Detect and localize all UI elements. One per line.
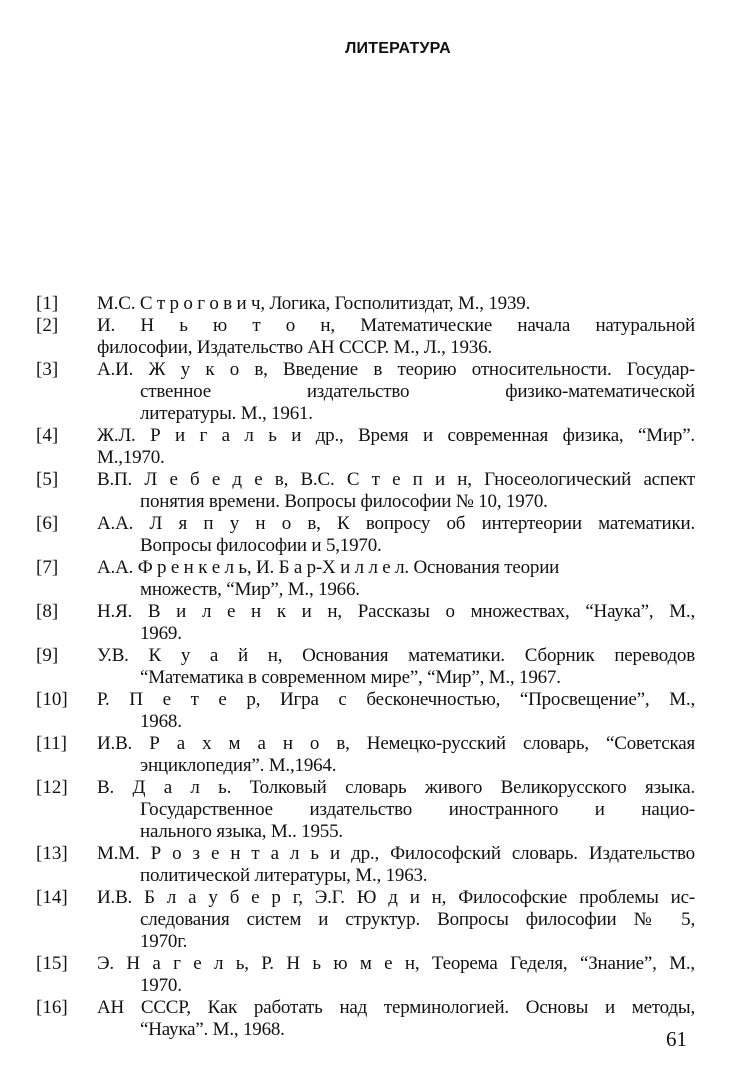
reference-entry bbox=[0, 513, 744, 557]
reference-number: [12] bbox=[36, 777, 68, 798]
reference-entry bbox=[0, 315, 744, 359]
reference-number: [3] bbox=[36, 359, 59, 380]
reference-text-line: Вопросы философии и 5,1970. bbox=[140, 535, 382, 556]
reference-text-line: Р. П е т е р, Игра с бесконечностью, “Просвещение”, М., bbox=[97, 689, 695, 710]
reference-text-line: М.,1970. bbox=[97, 447, 165, 468]
reference-text-line: М.М. Р о з е н т а л ь и др., Философский словарь. Издательство bbox=[97, 843, 695, 864]
reference-text-line: политической литературы, М., 1963. bbox=[140, 865, 428, 886]
reference-text-line: энциклопедия”. М.,1964. bbox=[140, 755, 337, 776]
reference-number: [5] bbox=[36, 469, 59, 490]
reference-text-line: ственное издательство физико-математической bbox=[140, 381, 695, 402]
reference-text-line: И. Н ь ю т о н, Математические начала натуральной bbox=[97, 315, 695, 336]
reference-text-line: Ж.Л. Р и г а л ь и др., Время и современная физика, “Мир”. bbox=[97, 425, 695, 446]
page-title: ЛИТЕРАТУРА bbox=[345, 40, 451, 57]
reference-text-line: 1969. bbox=[140, 623, 182, 644]
reference-number: [4] bbox=[36, 425, 59, 446]
reference-entry bbox=[0, 689, 744, 733]
reference-number: [9] bbox=[36, 645, 59, 666]
reference-entry bbox=[0, 557, 744, 601]
reference-number: [16] bbox=[36, 997, 68, 1018]
reference-text-line: множеств, “Мир”, М., 1966. bbox=[140, 579, 360, 600]
reference-text-line: “Наука”. М., 1968. bbox=[140, 1019, 285, 1040]
reference-text-line: У.В. К у а й н, Основания математики. Сборник переводов bbox=[97, 645, 695, 666]
reference-text-line: В. Д а л ь. Толковый словарь живого Великорусского языка. bbox=[97, 777, 695, 798]
reference-text-line: 1970. bbox=[140, 975, 182, 996]
reference-number: [14] bbox=[36, 887, 68, 908]
reference-number: [10] bbox=[36, 689, 68, 710]
reference-text-line: А.А. Л я п у н о в, К вопросу об интертеории математики. bbox=[97, 513, 695, 534]
reference-entry bbox=[0, 733, 744, 777]
reference-text-line: И.В. Б л а у б е р г, Э.Г. Ю д и н, Философские проблемы ис- bbox=[97, 887, 695, 908]
reference-text-line: Государственное издательство иностранного и нацио- bbox=[140, 799, 695, 820]
reference-entry bbox=[0, 359, 744, 425]
reference-text-line: А.А. Ф р е н к е л ь, И. Б а р-Х и л л е л. Основания теории bbox=[97, 557, 560, 578]
reference-text-line: Э. Н а г е л ь, Р. Н ь ю м е н, Теорема Геделя, “Знание”, М., bbox=[97, 953, 695, 974]
reference-entry bbox=[0, 777, 744, 843]
reference-number: [6] bbox=[36, 513, 59, 534]
reference-entry bbox=[0, 425, 744, 469]
reference-number: [7] bbox=[36, 557, 59, 578]
reference-text-line: 1968. bbox=[140, 711, 182, 732]
reference-entry bbox=[0, 953, 744, 997]
reference-text-line: А.И. Ж у к о в, Введение в теорию относительности. Государ- bbox=[97, 359, 695, 380]
reference-text-line: И.В. Р а х м а н о в, Немецко-русский словарь, “Советская bbox=[97, 733, 695, 754]
reference-entry bbox=[0, 293, 744, 315]
reference-text-line: понятия времени. Вопросы философии № 10, 1970. bbox=[140, 491, 548, 512]
reference-list bbox=[0, 293, 744, 1041]
reference-entry bbox=[0, 997, 744, 1041]
reference-text-line: АН СССР, Как работать над терминологией. Основы и методы, bbox=[97, 997, 695, 1018]
reference-text-line: нального языка, М.. 1955. bbox=[140, 821, 343, 842]
reference-number: [8] bbox=[36, 601, 59, 622]
reference-number: [1] bbox=[36, 293, 59, 314]
reference-text-line: В.П. Л е б е д е в, В.С. С т е п и н, Гносеологический аспект bbox=[97, 469, 695, 490]
reference-entry bbox=[0, 645, 744, 689]
reference-entry bbox=[0, 469, 744, 513]
reference-text-line: 1970г. bbox=[140, 931, 188, 952]
reference-text-line: философии, Издательство АН СССР. М., Л., 1936. bbox=[97, 337, 492, 358]
reference-number: [15] bbox=[36, 953, 68, 974]
reference-text-line: следования систем и структур. Вопросы философии № 5, bbox=[140, 909, 695, 930]
page-number: 61 bbox=[666, 1027, 687, 1051]
reference-number: [13] bbox=[36, 843, 68, 864]
reference-entry bbox=[0, 843, 744, 887]
reference-entry bbox=[0, 601, 744, 645]
reference-text-line: Н.Я. В и л е н к и н, Рассказы о множествах, “Наука”, М., bbox=[97, 601, 695, 622]
reference-text-line: “Математика в современном мире”, “Мир”, М., 1967. bbox=[140, 667, 561, 688]
reference-number: [11] bbox=[36, 733, 67, 754]
reference-number: [2] bbox=[36, 315, 59, 336]
reference-entry bbox=[0, 887, 744, 953]
reference-text-line: М.С. С т р о г о в и ч, Логика, Госполитиздат, М., 1939. bbox=[97, 293, 531, 314]
reference-text-line: литературы. М., 1961. bbox=[140, 403, 313, 424]
